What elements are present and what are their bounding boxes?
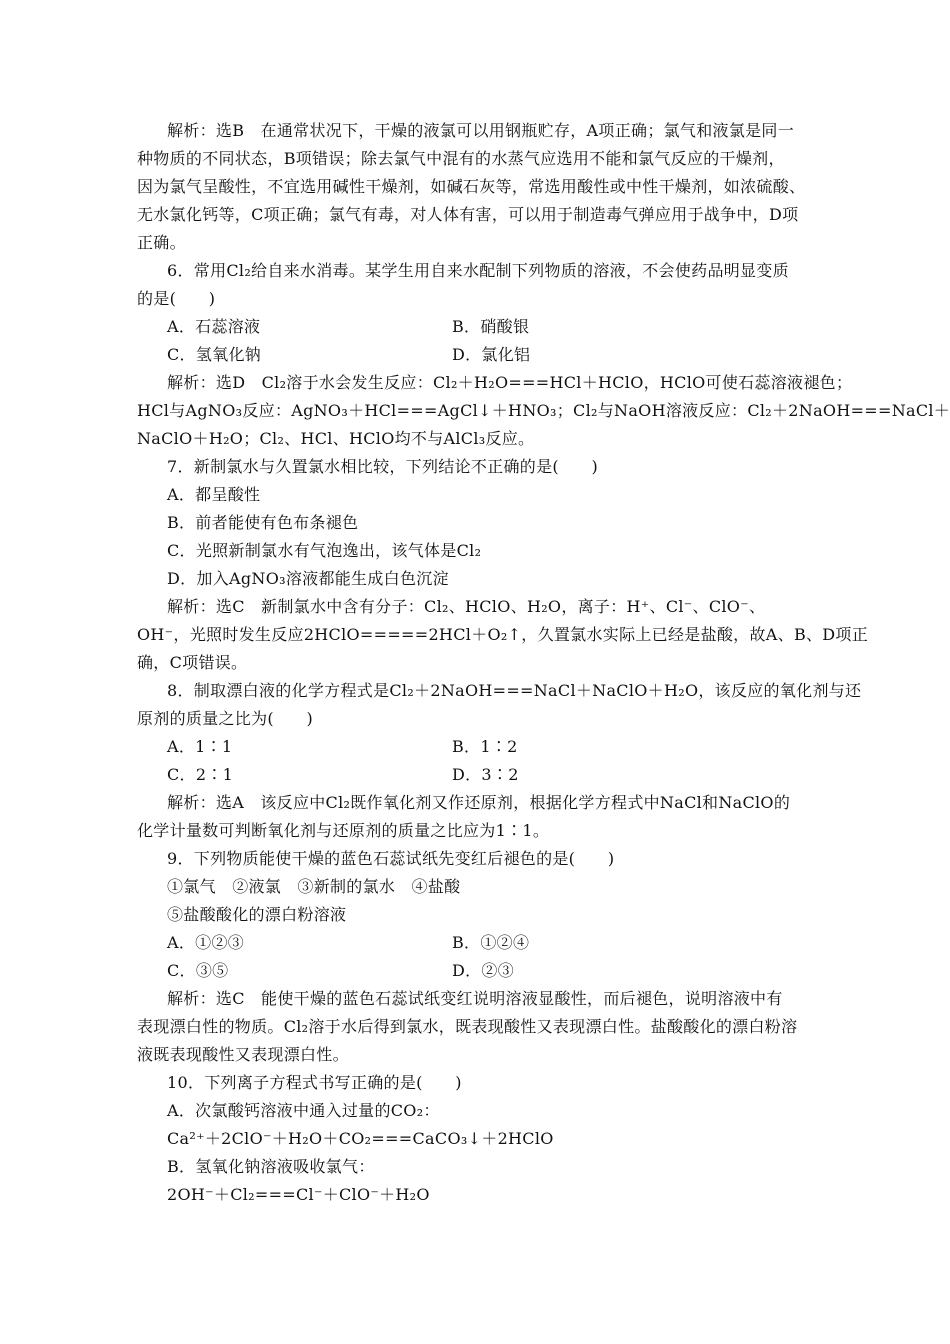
question-6-stem-cont: 的是( ) [137, 289, 216, 308]
question-10-option-b: B．氢氧化钠溶液吸收氯气： [167, 1157, 375, 1176]
question-9-items-1: ①氯气 ②液氯 ③新制的氯水 ④盐酸 [167, 877, 461, 896]
question-8-option-c: C．2∶1 [167, 765, 234, 784]
answer-5-line-4: 无水氯化钙等，C项正确；氯气有毒，对人体有害，可以用于制造毒气弹应用于战争中，D项 [137, 205, 799, 224]
question-6-option-c: C．氢氧化钠 [167, 345, 262, 364]
answer-7-line-3: 确，C项错误。 [137, 653, 248, 672]
question-9-option-c: C．③⑤ [167, 961, 229, 980]
answer-6-line-1: 解析：选D Cl₂溶于水会发生反应：Cl₂＋H₂O===HCl＋HClO，HClO可使石蕊溶液褪色； [167, 373, 853, 392]
answer-7-line-1: 解析：选C 新制氯水中含有分子：Cl₂、HClO、H₂O，离子：H⁺、Cl⁻、ClO⁻、 [167, 597, 766, 616]
question-10-option-b-equation: 2OH⁻＋Cl₂===Cl⁻＋ClO⁻＋H₂O [167, 1185, 430, 1204]
question-6-stem: 6．常用Cl₂给自来水消毒。某学生用自来水配制下列物质的溶液，不会使药品明显变质 [167, 261, 789, 280]
question-7-option-c: C．光照新制氯水有气泡逸出，该气体是Cl₂ [167, 541, 482, 560]
question-6-option-d: D．氯化铝 [452, 345, 531, 364]
answer-9-line-1: 解析：选C 能使干燥的蓝色石蕊试纸变红说明溶液显酸性，而后褪色，说明溶液中有 [167, 989, 783, 1008]
answer-5-line-2: 种物质的不同状态，B项错误；除去氯气中混有的水蒸气应选用不能和氯气反应的干燥剂， [137, 149, 785, 168]
question-8-option-a: A．1∶1 [167, 737, 233, 756]
answer-7-line-2: OH⁻，光照时发生反应2HClO=====2HCl＋O₂↑，久置氯水实际上已经是盐酸，故A、B、D项正 [137, 625, 869, 644]
question-7-stem: 7．新制氯水与久置氯水相比较，下列结论不正确的是( ) [167, 457, 599, 476]
question-7-option-a: A．都呈酸性 [167, 485, 261, 504]
question-7-option-d: D．加入AgNO₃溶液都能生成白色沉淀 [167, 569, 449, 588]
question-9-option-a: A．①②③ [167, 933, 245, 952]
answer-9-line-3: 液既表现酸性又表现漂白性。 [137, 1045, 349, 1064]
question-9-stem: 9．下列物质能使干燥的蓝色石蕊试纸先变红后褪色的是( ) [167, 849, 615, 868]
answer-5-line-5: 正确。 [137, 233, 186, 252]
question-7-option-b: B．前者能使有色布条褪色 [167, 513, 359, 532]
answer-5-line-1: 解析：选B 在通常状况下，干燥的液氯可以用钢瓶贮存，A项正确；氯气和液氯是同一 [167, 121, 795, 140]
question-6-option-b: B．硝酸银 [452, 317, 530, 336]
question-9-option-d: D．②③ [452, 961, 515, 980]
question-9-items-2: ⑤盐酸酸化的漂白粉溶液 [167, 905, 347, 924]
question-8-option-b: B．1∶2 [452, 737, 518, 756]
question-10-option-a: A．次氯酸钙溶液中通入过量的CO₂： [167, 1101, 440, 1120]
answer-9-line-2: 表现漂白性的物质。Cl₂溶于水后得到氯水，既表现酸性又表现漂白性。盐酸酸化的漂白粉溶 [137, 1017, 798, 1036]
question-10-option-a-equation: Ca²⁺＋2ClO⁻＋H₂O＋CO₂===CaCO₃↓＋2HClO [167, 1129, 554, 1148]
answer-5-line-3: 因为氯气呈酸性，不宜选用碱性干燥剂，如碱石灰等，常选用酸性或中性干燥剂，如浓硫酸、 [137, 177, 806, 196]
answer-6-line-2: HCl与AgNO₃反应：AgNO₃＋HCl===AgCl↓＋HNO₃；Cl₂与NaOH溶液反应：Cl₂＋2NaOH===NaCl＋ [137, 401, 950, 420]
answer-6-line-3: NaClO＋H₂O；Cl₂、HCl、HClO均不与AlCl₃反应。 [137, 429, 535, 448]
question-6-option-a: A．石蕊溶液 [167, 317, 261, 336]
question-9-option-b: B．①②④ [452, 933, 530, 952]
question-8-stem: 8．制取漂白液的化学方程式是Cl₂＋2NaOH===NaCl＋NaClO＋H₂O，该反应的氧化剂与还 [167, 681, 862, 700]
question-8-option-d: D．3∶2 [452, 765, 519, 784]
answer-8-line-1: 解析：选A 该反应中Cl₂既作氧化剂又作还原剂，根据化学方程式中NaCl和NaClO的 [167, 793, 791, 812]
question-10-stem: 10．下列离子方程式书写正确的是( ) [167, 1073, 462, 1092]
question-8-stem-cont: 原剂的质量之比为( ) [137, 709, 314, 728]
answer-8-line-2: 化学计量数可判断氧化剂与还原剂的质量之比应为1∶1。 [137, 821, 550, 840]
